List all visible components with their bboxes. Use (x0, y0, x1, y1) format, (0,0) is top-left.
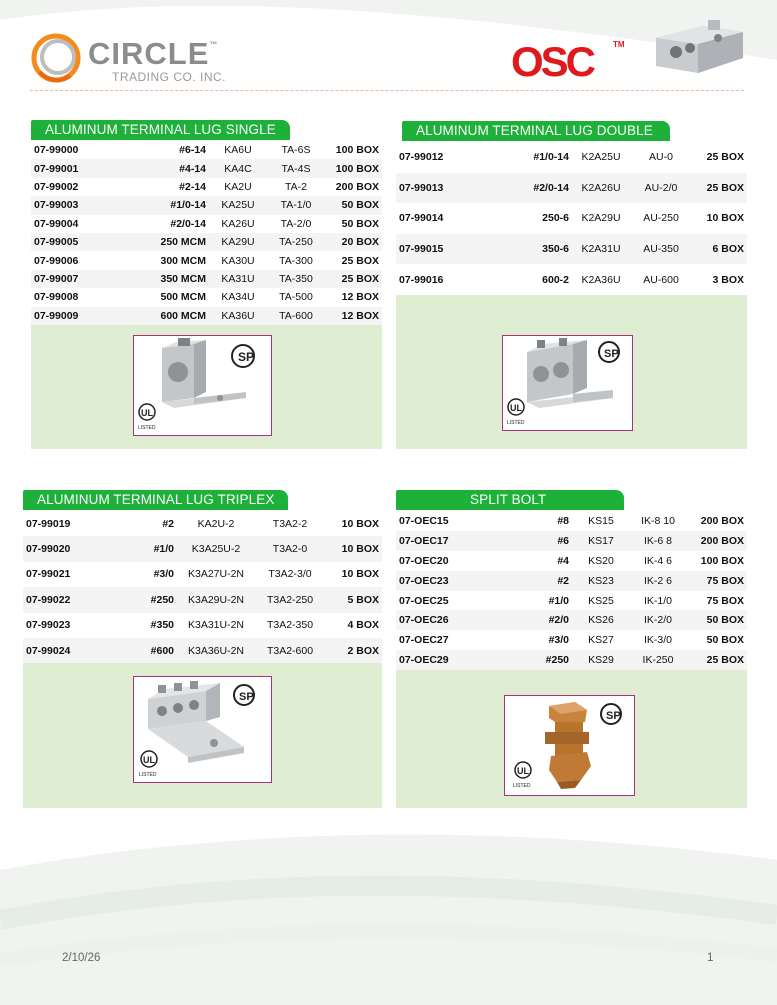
table-cell: #1/0 (105, 536, 177, 561)
table-cell: TA-4S (267, 159, 325, 177)
split-bolt-image (505, 696, 633, 794)
csa-icon (232, 345, 254, 367)
table-cell: KA2U (209, 178, 267, 196)
table-cell: 12 BOX (325, 288, 382, 306)
table-cell: 07-OEC25 (396, 591, 478, 611)
section-split-bolt (396, 492, 747, 808)
table-cell: AU-0 (630, 142, 692, 173)
table-cell: 07-99020 (23, 536, 105, 561)
table-cell: 3 BOX (692, 264, 747, 295)
table-row (23, 562, 382, 587)
svg-text:LISTED: LISTED (507, 420, 525, 426)
ul-listed-icon (138, 404, 156, 431)
table-cell: 25 BOX (686, 650, 747, 670)
table-cell: TA-300 (267, 251, 325, 269)
table-cell: IK-8 10 (630, 511, 686, 531)
svg-text:UL: UL (141, 408, 153, 418)
table-row (23, 587, 382, 612)
ul-listed-icon (139, 751, 157, 778)
table-cell: KA6U (209, 141, 267, 159)
table-cell: #2 (105, 511, 177, 536)
table-row (23, 638, 382, 663)
table-cell: TA-350 (267, 270, 325, 288)
table-cell: 07-OEC29 (396, 650, 478, 670)
table-row (23, 536, 382, 561)
table-cell: T3A2-2 (255, 511, 325, 536)
table-cell: #2/0-14 (113, 215, 209, 233)
table-cell: K3A31U-2N (177, 613, 255, 638)
table-cell: 600 MCM (113, 307, 209, 325)
table-cell: IK-250 (630, 650, 686, 670)
section-title-triplex: ALUMINUM TERMINAL LUG TRIPLEX (23, 490, 288, 510)
table-cell: 07-99003 (31, 196, 113, 214)
table-cell: 07-99023 (23, 613, 105, 638)
section-title-split-bolt: SPLIT BOLT (396, 490, 624, 510)
table-row (31, 270, 382, 288)
table-cell: 350-6 (478, 234, 572, 265)
table-cell: 300 MCM (113, 251, 209, 269)
table-cell: #2/0 (478, 610, 572, 630)
single-lug-image (134, 336, 270, 434)
table-cell: 07-99007 (31, 270, 113, 288)
svg-text:SP: SP (238, 350, 255, 364)
double-lug-image (503, 336, 631, 429)
table-cell: KS26 (572, 610, 630, 630)
table-cell: 25 BOX (325, 270, 382, 288)
table-cell: TA-2/0 (267, 215, 325, 233)
table-cell: KS23 (572, 571, 630, 591)
table-cell: 07-99013 (396, 173, 478, 204)
table-cell: 07-OEC27 (396, 630, 478, 650)
table-cell: 07-99001 (31, 159, 113, 177)
triplex-lug-image (134, 677, 270, 781)
svg-text:UL: UL (143, 755, 155, 765)
table-row (396, 650, 747, 670)
table-cell: #4 (478, 551, 572, 571)
table-row (396, 142, 747, 173)
table-cell: 200 BOX (686, 511, 747, 531)
osc-tm: TM (613, 40, 625, 49)
table-cell: KA4C (209, 159, 267, 177)
svg-text:UL: UL (510, 403, 522, 413)
table-row (396, 630, 747, 650)
table-cell: T3A2-350 (255, 613, 325, 638)
table-cell: KA34U (209, 288, 267, 306)
table-cell: 07-OEC17 (396, 531, 478, 551)
table-cell: KA25U (209, 196, 267, 214)
table-row (31, 307, 382, 325)
table-row (23, 613, 382, 638)
table-cell: KS27 (572, 630, 630, 650)
table-cell: 50 BOX (686, 610, 747, 630)
table-cell: 75 BOX (686, 591, 747, 611)
table-cell: AU-2/0 (630, 173, 692, 204)
table-cell: 4 BOX (325, 613, 382, 638)
table-cell: K2A25U (572, 142, 630, 173)
table-cell: 2 BOX (325, 638, 382, 663)
double-lug-table (396, 142, 747, 295)
table-cell: KS15 (572, 511, 630, 531)
table-cell: KA31U (209, 270, 267, 288)
table-cell: #1/0-14 (478, 142, 572, 173)
table-cell: 25 BOX (325, 251, 382, 269)
svg-text:UL: UL (517, 766, 529, 776)
table-row (31, 233, 382, 251)
table-cell: 07-99014 (396, 203, 478, 234)
table-row (31, 251, 382, 269)
table-cell: 07-99002 (31, 178, 113, 196)
table-cell: 500 MCM (113, 288, 209, 306)
table-cell: 07-99024 (23, 638, 105, 663)
svg-text:LISTED: LISTED (513, 783, 531, 789)
table-cell: TA-250 (267, 233, 325, 251)
company-logo (30, 30, 250, 90)
table-cell: #350 (105, 613, 177, 638)
svg-text:LISTED: LISTED (138, 425, 156, 431)
triplex-lug-photo-card (133, 676, 272, 783)
table-cell: KA26U (209, 215, 267, 233)
table-cell: TA-600 (267, 307, 325, 325)
table-row (31, 215, 382, 233)
table-cell: T3A2-0 (255, 536, 325, 561)
table-cell: #6 (478, 531, 572, 551)
split-bolt-table (396, 511, 747, 670)
table-row (31, 159, 382, 177)
table-cell: K2A31U (572, 234, 630, 265)
company-name: CIRCLE™ (88, 36, 219, 71)
table-cell: 200 BOX (686, 531, 747, 551)
csa-icon (234, 685, 254, 705)
svg-text:SP: SP (239, 691, 254, 703)
table-cell: 07-99021 (23, 562, 105, 587)
table-cell: 75 BOX (686, 571, 747, 591)
table-cell: 07-99015 (396, 234, 478, 265)
table-cell: 10 BOX (325, 562, 382, 587)
header-divider (30, 90, 744, 91)
table-cell: #6-14 (113, 141, 209, 159)
table-row (396, 173, 747, 204)
table-cell: 10 BOX (692, 203, 747, 234)
table-row (31, 196, 382, 214)
table-cell: KA36U (209, 307, 267, 325)
table-cell: 07-99005 (31, 233, 113, 251)
table-cell: 50 BOX (686, 630, 747, 650)
table-cell: #3/0 (478, 630, 572, 650)
table-cell: #250 (105, 587, 177, 612)
table-cell: 07-99008 (31, 288, 113, 306)
table-cell: 07-99000 (31, 141, 113, 159)
section-triplex (23, 492, 382, 808)
table-cell: T3A2-600 (255, 638, 325, 663)
table-cell: 200 BOX (325, 178, 382, 196)
table-row (396, 531, 747, 551)
table-cell: IK-1/0 (630, 591, 686, 611)
table-cell: K2A36U (572, 264, 630, 295)
company-subtitle: TRADING CO. INC. (112, 70, 227, 84)
table-cell: #2 (478, 571, 572, 591)
section-single (31, 122, 382, 449)
table-row (396, 610, 747, 630)
table-cell: 07-99022 (23, 587, 105, 612)
table-cell: 100 BOX (325, 159, 382, 177)
table-cell: K3A27U-2N (177, 562, 255, 587)
table-cell: 50 BOX (325, 196, 382, 214)
table-cell: 250 MCM (113, 233, 209, 251)
table-cell: KA30U (209, 251, 267, 269)
table-cell: 600-2 (478, 264, 572, 295)
table-cell: IK-4 6 (630, 551, 686, 571)
table-cell: 07-99004 (31, 215, 113, 233)
ul-listed-icon (507, 399, 525, 426)
table-cell: #3/0 (105, 562, 177, 587)
table-row (396, 571, 747, 591)
table-row (23, 511, 382, 536)
table-cell: T3A2-250 (255, 587, 325, 612)
table-cell: K3A36U-2N (177, 638, 255, 663)
osc-logo (505, 38, 635, 86)
table-cell: AU-250 (630, 203, 692, 234)
table-cell: KS20 (572, 551, 630, 571)
table-cell: TA-6S (267, 141, 325, 159)
csa-icon (601, 704, 621, 724)
table-cell: #600 (105, 638, 177, 663)
table-cell: K2A26U (572, 173, 630, 204)
table-cell: 20 BOX (325, 233, 382, 251)
osc-logo-text: OSC (511, 38, 594, 85)
single-lug-table (31, 141, 382, 325)
table-cell: K3A25U-2 (177, 536, 255, 561)
section-title-double: ALUMINUM TERMINAL LUG DOUBLE (402, 121, 670, 141)
table-cell: 10 BOX (325, 536, 382, 561)
footer-date: 2/10/26 (62, 952, 101, 964)
table-cell: K2A29U (572, 203, 630, 234)
table-row (396, 264, 747, 295)
single-lug-photo-card (133, 335, 272, 436)
table-cell: 25 BOX (692, 142, 747, 173)
table-cell: KA2U-2 (177, 511, 255, 536)
table-cell: 5 BOX (325, 587, 382, 612)
table-cell: 07-OEC15 (396, 511, 478, 531)
table-cell: 6 BOX (692, 234, 747, 265)
svg-text:LISTED: LISTED (139, 772, 157, 778)
table-row (396, 203, 747, 234)
table-row (31, 141, 382, 159)
table-cell: IK-3/0 (630, 630, 686, 650)
double-lug-photo-card (502, 335, 633, 431)
table-row (396, 591, 747, 611)
table-cell: KS29 (572, 650, 630, 670)
table-cell: AU-600 (630, 264, 692, 295)
section-title-single: ALUMINUM TERMINAL LUG SINGLE (31, 120, 290, 140)
svg-text:SP: SP (606, 710, 621, 722)
table-cell: 07-99016 (396, 264, 478, 295)
header-lug-photo (648, 18, 748, 86)
circle-logo-icon (30, 32, 82, 84)
table-cell: 350 MCM (113, 270, 209, 288)
table-cell: KA29U (209, 233, 267, 251)
table-cell: 50 BOX (325, 215, 382, 233)
table-cell: #1/0-14 (113, 196, 209, 214)
table-cell: #2/0-14 (478, 173, 572, 204)
split-bolt-photo-card (504, 695, 635, 796)
table-cell: AU-350 (630, 234, 692, 265)
table-row (31, 178, 382, 196)
table-cell: KS25 (572, 591, 630, 611)
section-double (396, 123, 747, 449)
table-cell: 07-OEC20 (396, 551, 478, 571)
table-cell: 250-6 (478, 203, 572, 234)
table-cell: KS17 (572, 531, 630, 551)
table-cell: IK-6 8 (630, 531, 686, 551)
table-cell: #2-14 (113, 178, 209, 196)
table-cell: 07-99006 (31, 251, 113, 269)
triplex-lug-table (23, 511, 382, 663)
table-cell: 07-99019 (23, 511, 105, 536)
table-cell: #4-14 (113, 159, 209, 177)
table-cell: IK-2/0 (630, 610, 686, 630)
table-cell: 25 BOX (692, 173, 747, 204)
table-cell: TA-1/0 (267, 196, 325, 214)
table-cell: 12 BOX (325, 307, 382, 325)
svg-text:SP: SP (604, 348, 619, 360)
table-cell: K3A29U-2N (177, 587, 255, 612)
table-cell: TA-2 (267, 178, 325, 196)
table-cell: #250 (478, 650, 572, 670)
table-cell: 07-OEC26 (396, 610, 478, 630)
page-number: 1 (707, 952, 714, 964)
table-row (396, 511, 747, 531)
table-cell: 100 BOX (325, 141, 382, 159)
table-cell: T3A2-3/0 (255, 562, 325, 587)
table-cell: IK-2 6 (630, 571, 686, 591)
table-cell: 07-99009 (31, 307, 113, 325)
table-cell: TA-500 (267, 288, 325, 306)
table-cell: #1/0 (478, 591, 572, 611)
table-row (396, 551, 747, 571)
table-cell: 100 BOX (686, 551, 747, 571)
table-row (396, 234, 747, 265)
table-cell: 10 BOX (325, 511, 382, 536)
csa-icon (599, 342, 619, 362)
table-cell: 07-OEC23 (396, 571, 478, 591)
table-row (31, 288, 382, 306)
table-cell: 07-99012 (396, 142, 478, 173)
table-cell: #8 (478, 511, 572, 531)
ul-listed-icon (513, 762, 531, 789)
